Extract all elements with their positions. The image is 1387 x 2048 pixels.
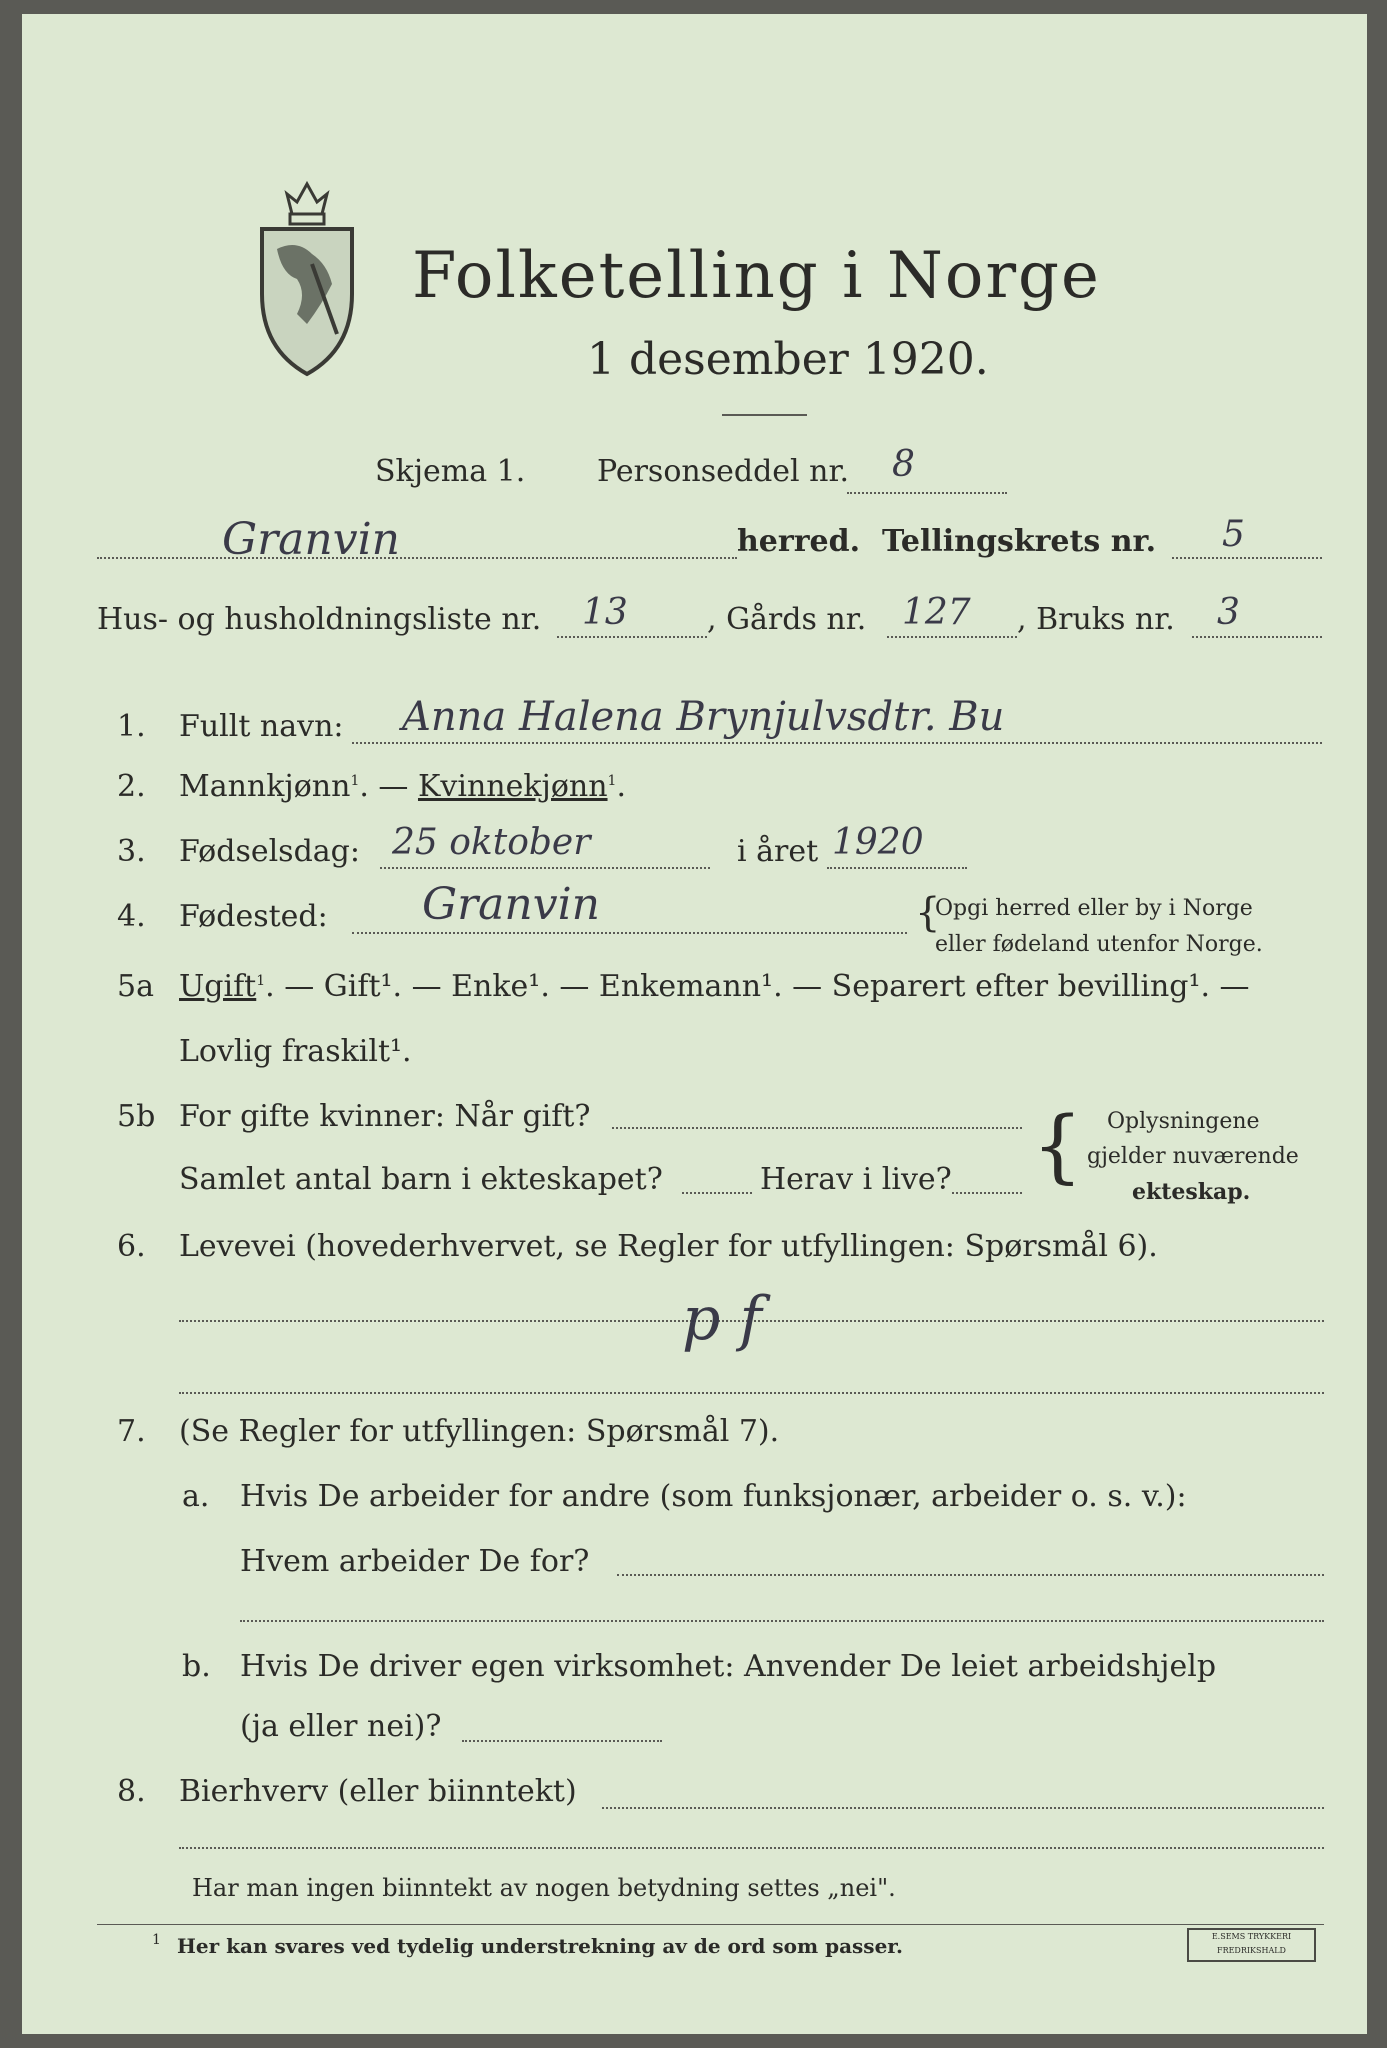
q5b-line2b: Herav i live? xyxy=(760,1162,952,1197)
q7a-line2: Hvem arbeider De for? xyxy=(240,1544,590,1579)
q5b-line1: For gifte kvinner: Når gift? xyxy=(179,1099,591,1134)
full-name-value[interactable]: Anna Halena Brynjulvsdtr. Bu xyxy=(402,694,1005,740)
form-subtitle: 1 desember 1920. xyxy=(587,334,989,385)
bruks-value[interactable]: 3 xyxy=(1217,592,1240,633)
printer-stamp: E.SEMS TRYKKERI FREDRIKSHALD xyxy=(1187,1928,1316,1962)
q5b-line2a: Samlet antal barn i ekteskapet? xyxy=(179,1162,663,1197)
q3-label: Fødselsdag: xyxy=(179,834,360,869)
skjema-label: Skjema 1. xyxy=(375,454,526,489)
q5a-other-options: . — Gift¹. — Enke¹. — Enkemann¹. — Separert efter bevilling¹. — xyxy=(265,969,1250,1004)
q5b-note-1: Oplysningene xyxy=(1107,1109,1260,1134)
q4-number: 4. xyxy=(117,899,146,934)
q5a-number: 5a xyxy=(117,969,154,1004)
tellingskrets-value[interactable]: 5 xyxy=(1222,514,1245,555)
gards-value[interactable]: 127 xyxy=(902,592,971,633)
q8-number: 8. xyxy=(117,1774,146,1809)
q6-label: Levevei (hovederhvervet, se Regler for utfyllingen: Spørsmål 6). xyxy=(179,1229,1158,1264)
gards-label: , Gårds nr. xyxy=(707,602,867,637)
q7b-letter: b. xyxy=(182,1649,211,1684)
bruks-label: , Bruks nr. xyxy=(1017,602,1175,637)
q4-label: Fødested: xyxy=(179,899,328,934)
herred-value[interactable]: Granvin xyxy=(222,514,401,565)
mannkjonn-option[interactable]: Mannkjønn xyxy=(179,769,351,804)
herred-label: herred. xyxy=(737,524,861,559)
q1-number: 1. xyxy=(117,709,146,744)
q7b-line1: Hvis De driver egen virksomhet: Anvender De leiet arbeidshjelp xyxy=(240,1649,1217,1684)
personseddel-label: Personseddel nr. xyxy=(597,454,850,489)
q2-options: Mannkjønn$^1$. — Kvinnekjønn$^1$. xyxy=(179,769,626,804)
q5a-options: Ugift$^1$. — Gift¹. — Enke¹. — Enkemann¹. — Separert efter bevilling¹. — xyxy=(179,969,1250,1004)
form-title: Folketelling i Norge xyxy=(412,239,1101,313)
ugift-option[interactable]: Ugift xyxy=(179,969,257,1004)
q7-number: 7. xyxy=(117,1414,146,1449)
birthplace-value[interactable]: Granvin xyxy=(422,879,601,930)
q7a-line1: Hvis De arbeider for andre (som funksjonær, arbeider o. s. v.): xyxy=(240,1479,1187,1514)
q1-label: Fullt navn: xyxy=(179,709,344,744)
q3-number: 3. xyxy=(117,834,146,869)
title-divider xyxy=(722,414,807,416)
husliste-label: Hus- og husholdningsliste nr. xyxy=(97,602,542,637)
q4-note-2: eller fødeland utenfor Norge. xyxy=(935,932,1263,957)
q4-note-1: Opgi herred eller by i Norge xyxy=(935,896,1253,921)
q3-year-label: i året xyxy=(737,834,819,869)
husliste-value[interactable]: 13 xyxy=(582,592,628,633)
occupation-value[interactable]: p f xyxy=(682,1284,762,1354)
personseddel-value[interactable]: 8 xyxy=(892,444,915,485)
footnote-text: Her kan svares ved tydelig understrekning av de ord som passer. xyxy=(177,1934,903,1958)
q7-label: (Se Regler for utfyllingen: Spørsmål 7). xyxy=(179,1414,780,1449)
q6-number: 6. xyxy=(117,1229,146,1264)
q5a-line2: Lovlig fraskilt¹. xyxy=(179,1034,412,1069)
biinntekt-note: Har man ingen biinntekt av nogen betydning settes „nei". xyxy=(192,1874,896,1902)
q7b-line2: (ja eller nei)? xyxy=(240,1709,442,1744)
q7a-letter: a. xyxy=(182,1479,210,1514)
kvinnekjonn-option[interactable]: Kvinnekjønn xyxy=(417,769,608,804)
q5b-note-3: ekteskap. xyxy=(1132,1179,1251,1205)
q8-label: Bierhverv (eller biinntekt) xyxy=(179,1774,577,1809)
q5b-note-2: gjelder nuværende xyxy=(1087,1144,1299,1169)
tellingskrets-label: Tellingskrets nr. xyxy=(882,524,1157,559)
footnote-mark: 1 xyxy=(152,1932,161,1948)
coat-of-arms-icon xyxy=(252,174,362,384)
q2-number: 2. xyxy=(117,769,146,804)
birthdate-value[interactable]: 25 oktober xyxy=(392,822,591,863)
census-form: Folketelling i Norge 1 desember 1920. Skjema 1. Personseddel nr. 8 Granvin herred. Tellingskrets nr. 5 Hus- og husholdningsliste nr. 13 , Gårds nr. 127 , Bruks nr. 3 1. Fullt navn: Anna Halena Brynjulvsdtr. Bu 2. Mannkjønn$^1$. — Kvinnekjønn$^1$. 3. Fødselsdag: 25 oktober i året 1920 4. Fødested: Granvin { Opgi herred eller by i Norge eller fødeland utenfor Norge. 5a Ugift$^1$. — Gift¹. — Enke¹. — Enkemann¹. — Separert efter bevilling¹. — Lovlig fraskilt¹. 5b For gifte kvinner: Når gift? Samlet antal barn i ekteskapet? Herav i live? { Oplysningene gjelder nuværende ekteskap. 6. Levevei (hovederhvervet, se Regler for utfyllingen: Spørsmål 6). p f 7. (Se Regler for utfyllingen: Spørsmål 7). a. Hvis De arbeider for andre (som funksjonær, arbeider o. s. v.): Hvem arbeider De for? b. Hvis De driver egen virksomhet: Anvender De leiet arbeidshjelp (ja eller nei)? 8. Bierhverv (eller biinntekt) Har man ingen biinntekt av nogen betydning settes „nei". 1 Her kan svares ved tydelig understrekning av de ord som passer. E.SEMS TRYKKERI FREDRIKSHALD xyxy=(22,14,1367,2034)
birthyear-value[interactable]: 1920 xyxy=(832,822,924,863)
q5b-number: 5b xyxy=(117,1099,156,1134)
